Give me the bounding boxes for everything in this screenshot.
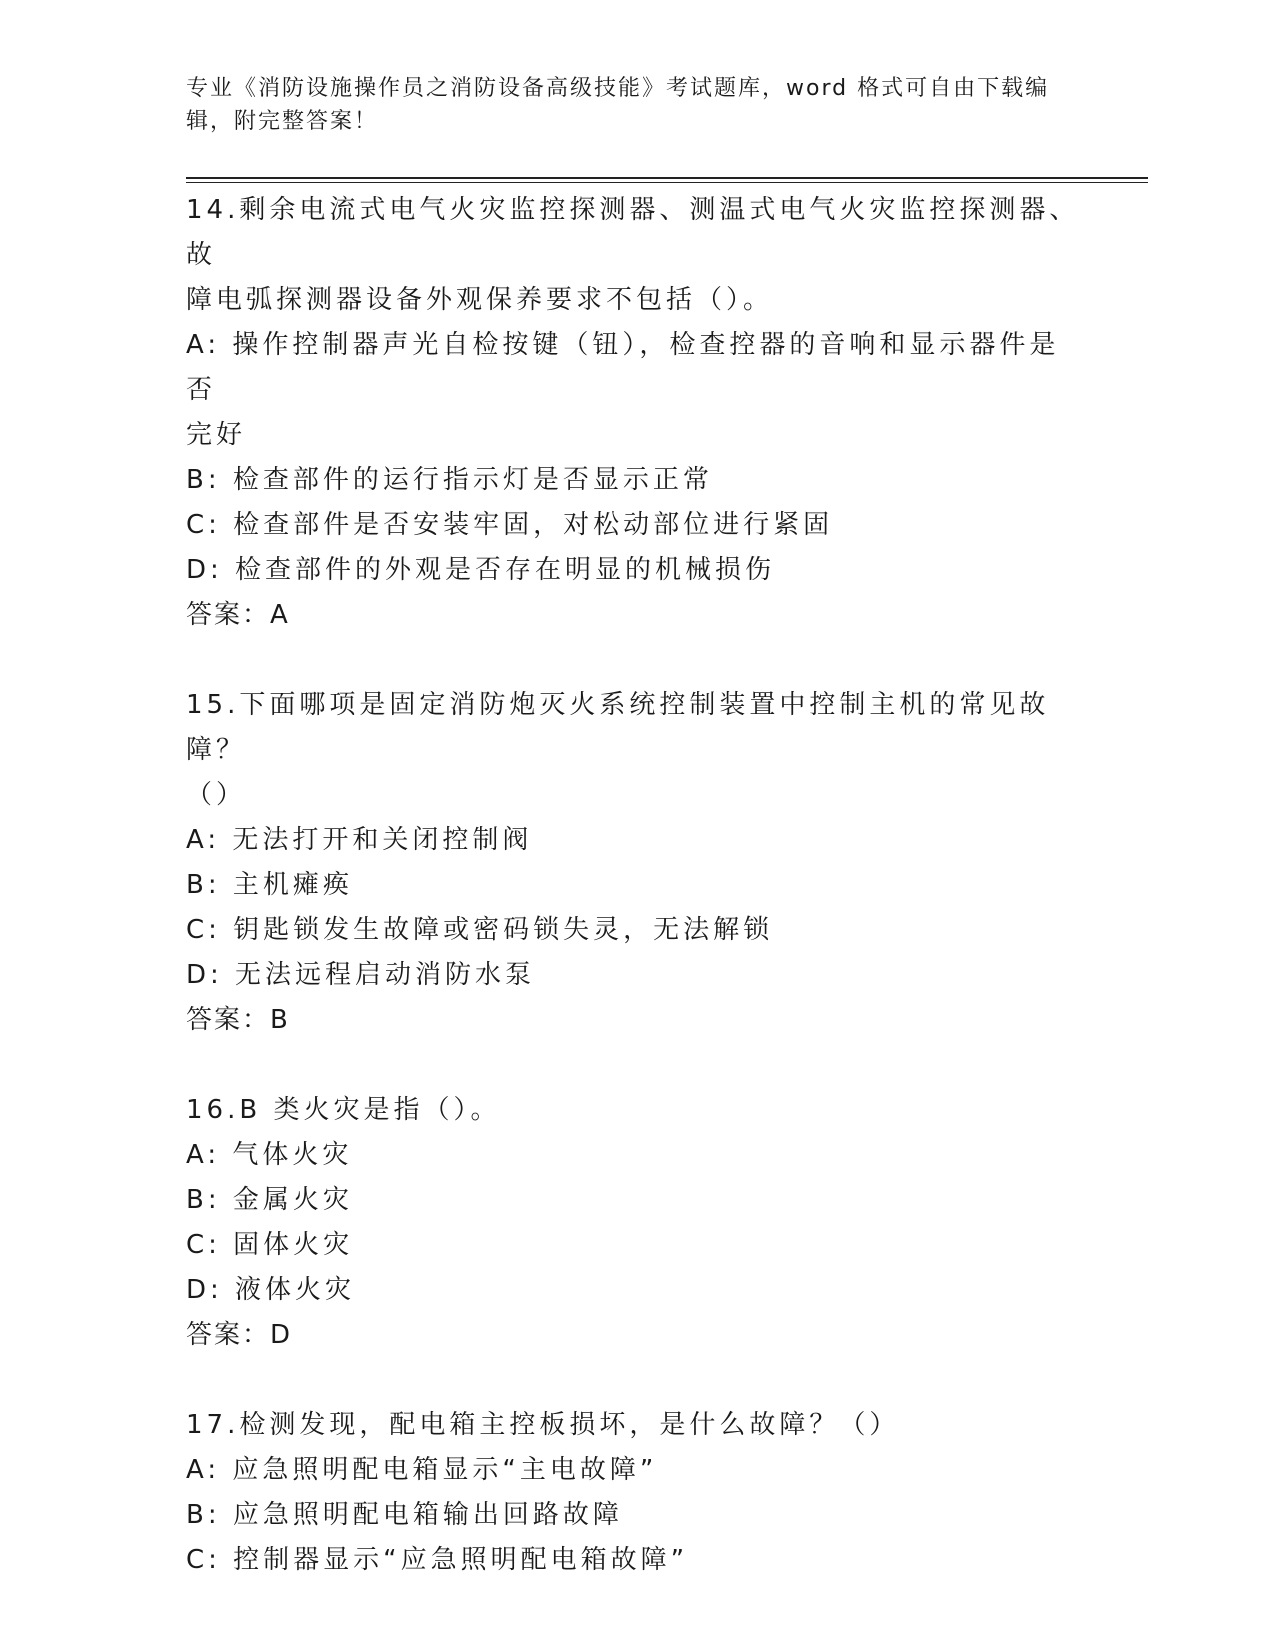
answer-value: B: [270, 1005, 288, 1035]
option-a-continued: 完好: [186, 420, 247, 450]
question-stem: 15.下面哪项是固定消防炮灭火系统控制装置中控制主机的常见故障？: [186, 690, 1050, 765]
question-14: [186, 188, 1086, 638]
option-c: C: 钥匙锁发生故障或密码锁失灵，无法解锁: [186, 915, 774, 945]
option-c: C: 固体火灾: [186, 1230, 354, 1260]
option-d: D: 液体火灾: [186, 1275, 356, 1305]
option-b: B: 应急照明配电箱输出回路故障: [186, 1500, 623, 1530]
answer-label: 答案：: [186, 600, 271, 630]
answer-value: A: [270, 600, 288, 630]
header-line-2: 辑，附完整答案！: [186, 109, 379, 134]
option-a: A: 应急照明配电箱显示“主电故障”: [186, 1455, 658, 1485]
question-15: [186, 683, 1086, 1043]
answer-label: 答案：: [186, 1005, 271, 1035]
answer-line: [186, 593, 1086, 638]
answer-label: 答案：: [186, 1320, 271, 1350]
option-d: D: 检查部件的外观是否存在明显的机械损伤: [186, 555, 776, 585]
question-16: [186, 1088, 1086, 1358]
header-divider-thick: [186, 177, 1148, 179]
question-list: [186, 188, 1086, 1583]
question-spacer: [186, 1358, 1086, 1403]
question-stem-continued: 障电弧探测器设备外观保养要求不包括（）。: [186, 285, 774, 315]
answer-line: [186, 998, 1086, 1043]
question-stem: 17.检测发现，配电箱主控板损坏，是什么故障？（）: [186, 1410, 900, 1440]
answer-value: D: [270, 1320, 291, 1350]
document-header: [186, 72, 1066, 138]
question-stem: 16.B 类火灾是指（）。: [186, 1095, 501, 1125]
question-spacer: [186, 1043, 1086, 1088]
answer-line: [186, 1313, 1086, 1358]
option-c: C: 检查部件是否安装牢固，对松动部位进行紧固: [186, 510, 834, 540]
option-b: B: 检查部件的运行指示灯是否显示正常: [186, 465, 713, 495]
option-c: C: 控制器显示“应急照明配电箱故障”: [186, 1545, 689, 1575]
option-a: A: 气体火灾: [186, 1140, 353, 1170]
header-line-1: 专业《消防设施操作员之消防设备高级技能》考试题库，word 格式可自由下载编: [186, 76, 1050, 101]
option-a: A: 无法打开和关闭控制阀: [186, 825, 533, 855]
header-divider-thin: [186, 182, 1148, 183]
option-a: A: 操作控制器声光自检按键（钮），检查控器的音响和显示器件是否: [186, 330, 1060, 405]
question-spacer: [186, 638, 1086, 683]
question-17: [186, 1403, 1086, 1583]
question-stem-continued: （）: [186, 780, 247, 810]
question-stem: 14.剩余电流式电气火灾监控探测器、测温式电气火灾监控探测器、故: [186, 195, 1080, 270]
option-b: B: 金属火灾: [186, 1185, 353, 1215]
option-d: D: 无法远程启动消防水泵: [186, 960, 536, 990]
option-b: B: 主机瘫痪: [186, 870, 353, 900]
